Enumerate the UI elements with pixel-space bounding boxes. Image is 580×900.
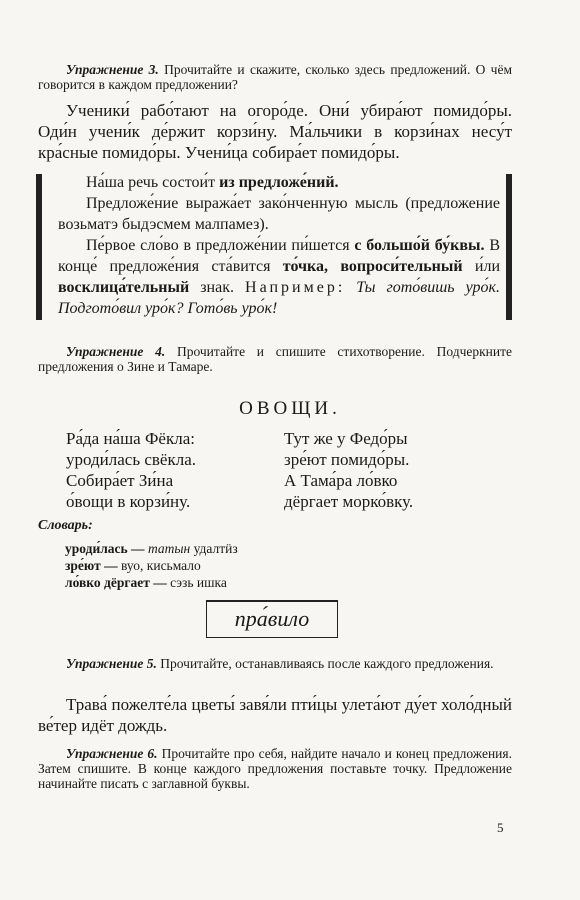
vocabulary-translation-italic: татын — [147, 541, 191, 556]
vocabulary-entry — [65, 557, 238, 574]
exercise-5-label: Упражнение 5. — [66, 656, 157, 671]
rule-paragraph-2: Предложе́ние выража́ет зако́нченную мысль (предложение возьматэ быдэсмем малпамез). — [58, 195, 500, 233]
vocabulary-word: уроди́лась — — [65, 541, 145, 556]
page-number: 5 — [497, 820, 504, 835]
exercise-3-text: Прочитайте и скажите, сколько здесь предложений. О чём говорится в каждом предложении? — [38, 62, 512, 92]
exercise-4-text: Прочитайте и спишите стихотворение. Подчеркните предложения о Зине и Тамаре. — [38, 344, 512, 374]
rule-p3-bold-a: с большо́й бу́квы. — [354, 237, 485, 254]
exercise-3-reading: Ученики́ рабо́тают на огоро́де. Они́ убира́ют помидо́ры. Оди́н учени́к де́ржит корзи́ну. Ма́льчики в корзи́нах несу́т кра́сные помидо́ры. Учени́ца собира́ет помидо́ры. — [38, 101, 512, 162]
exercise-6-instruction — [38, 746, 512, 791]
rule-bar-left — [36, 174, 42, 320]
exercise-5-text: Прочитайте, останавливаясь после каждого предложения. — [156, 656, 494, 671]
poem-line: Тут же у Федо́ры — [284, 429, 408, 448]
poem-line: зре́ют помидо́ры. — [284, 450, 410, 469]
poem-line: Собира́ет Зи́на — [66, 471, 174, 490]
rule-p3-text-b: В конце́ предложе́ния ста́вится — [58, 237, 500, 275]
poem-line: А Тама́ра ло́вко — [284, 471, 398, 490]
vocabulary-title: Словарь: — [38, 518, 93, 533]
vocabulary-translation: сэзь ишка — [166, 575, 227, 590]
poem-left-column — [66, 428, 196, 512]
rule-paragraph-1 — [58, 172, 500, 193]
rule-p1-text: На́ша речь состои́т — [86, 174, 220, 191]
rule-p3-bold-c: восклица́тельный — [58, 279, 190, 296]
vocabulary-translation: удалтӥз — [190, 541, 238, 556]
exercise-5-reading: Трава́ пожелте́ла цветы́ завя́ли пти́цы улета́ют ду́ет холо́дный ве́тер идёт дождь. — [38, 695, 512, 735]
rule-p3-text-a: Пе́рвое сло́во в предложе́нии пи́шется — [86, 237, 355, 254]
rule-p3-bold-b: то́чка, вопроси́тельный — [282, 258, 463, 275]
poem-line: Ра́да на́ша Фёкла: — [66, 429, 195, 448]
rule-bar-right — [506, 174, 512, 320]
vocabulary-list — [65, 540, 238, 591]
poem-line: уроди́лась свёкла. — [66, 450, 196, 469]
exercise-4-instruction — [38, 344, 512, 374]
exercise-3-label: Упражнение 3. — [66, 62, 159, 77]
exercise-6-label: Упражнение 6. — [66, 746, 158, 761]
poem-right-column — [284, 428, 413, 512]
pravilo-label: пра́вило — [234, 606, 310, 631]
rule-paragraph-3 — [58, 235, 500, 319]
rule-text — [58, 172, 500, 319]
vocabulary-word: ло́вко дёргает — — [65, 575, 167, 590]
exercise-6-text: Прочитайте про себя, найдите начало и конец предложения. Затем спишите. В конце каждого предложения поставьте точку. Предложение начинайте писать с заглавной буквы. — [38, 746, 512, 791]
rule-p3-text-d: знак. — [189, 279, 246, 296]
vocabulary-entry — [65, 540, 238, 557]
exercise-5-instruction — [38, 656, 512, 671]
poem-line: о́вощи в корзи́ну. — [66, 492, 191, 511]
poem-title: ОВОЩИ. — [239, 398, 341, 419]
rule-example-label: Например: — [245, 279, 346, 296]
rule-box — [36, 172, 512, 322]
exercise-4-label: Упражнение 4. — [66, 344, 166, 359]
vocabulary-word: зре́ют — — [65, 558, 118, 573]
poem-line: дёргает морко́вку. — [284, 492, 414, 511]
pravilo-box — [206, 600, 338, 638]
exercise-3-instruction — [38, 62, 512, 92]
rule-p1-bold: из предложе́ний. — [219, 174, 339, 191]
vocabulary-translation: вуо, кисьмало — [117, 558, 201, 573]
rule-examples: Ты гото́вишь уро́к. Подгото́вил уро́к? Гото́вь уро́к! — [58, 279, 500, 317]
rule-p3-text-c: и́ли — [462, 258, 500, 275]
vocabulary-entry — [65, 574, 238, 591]
